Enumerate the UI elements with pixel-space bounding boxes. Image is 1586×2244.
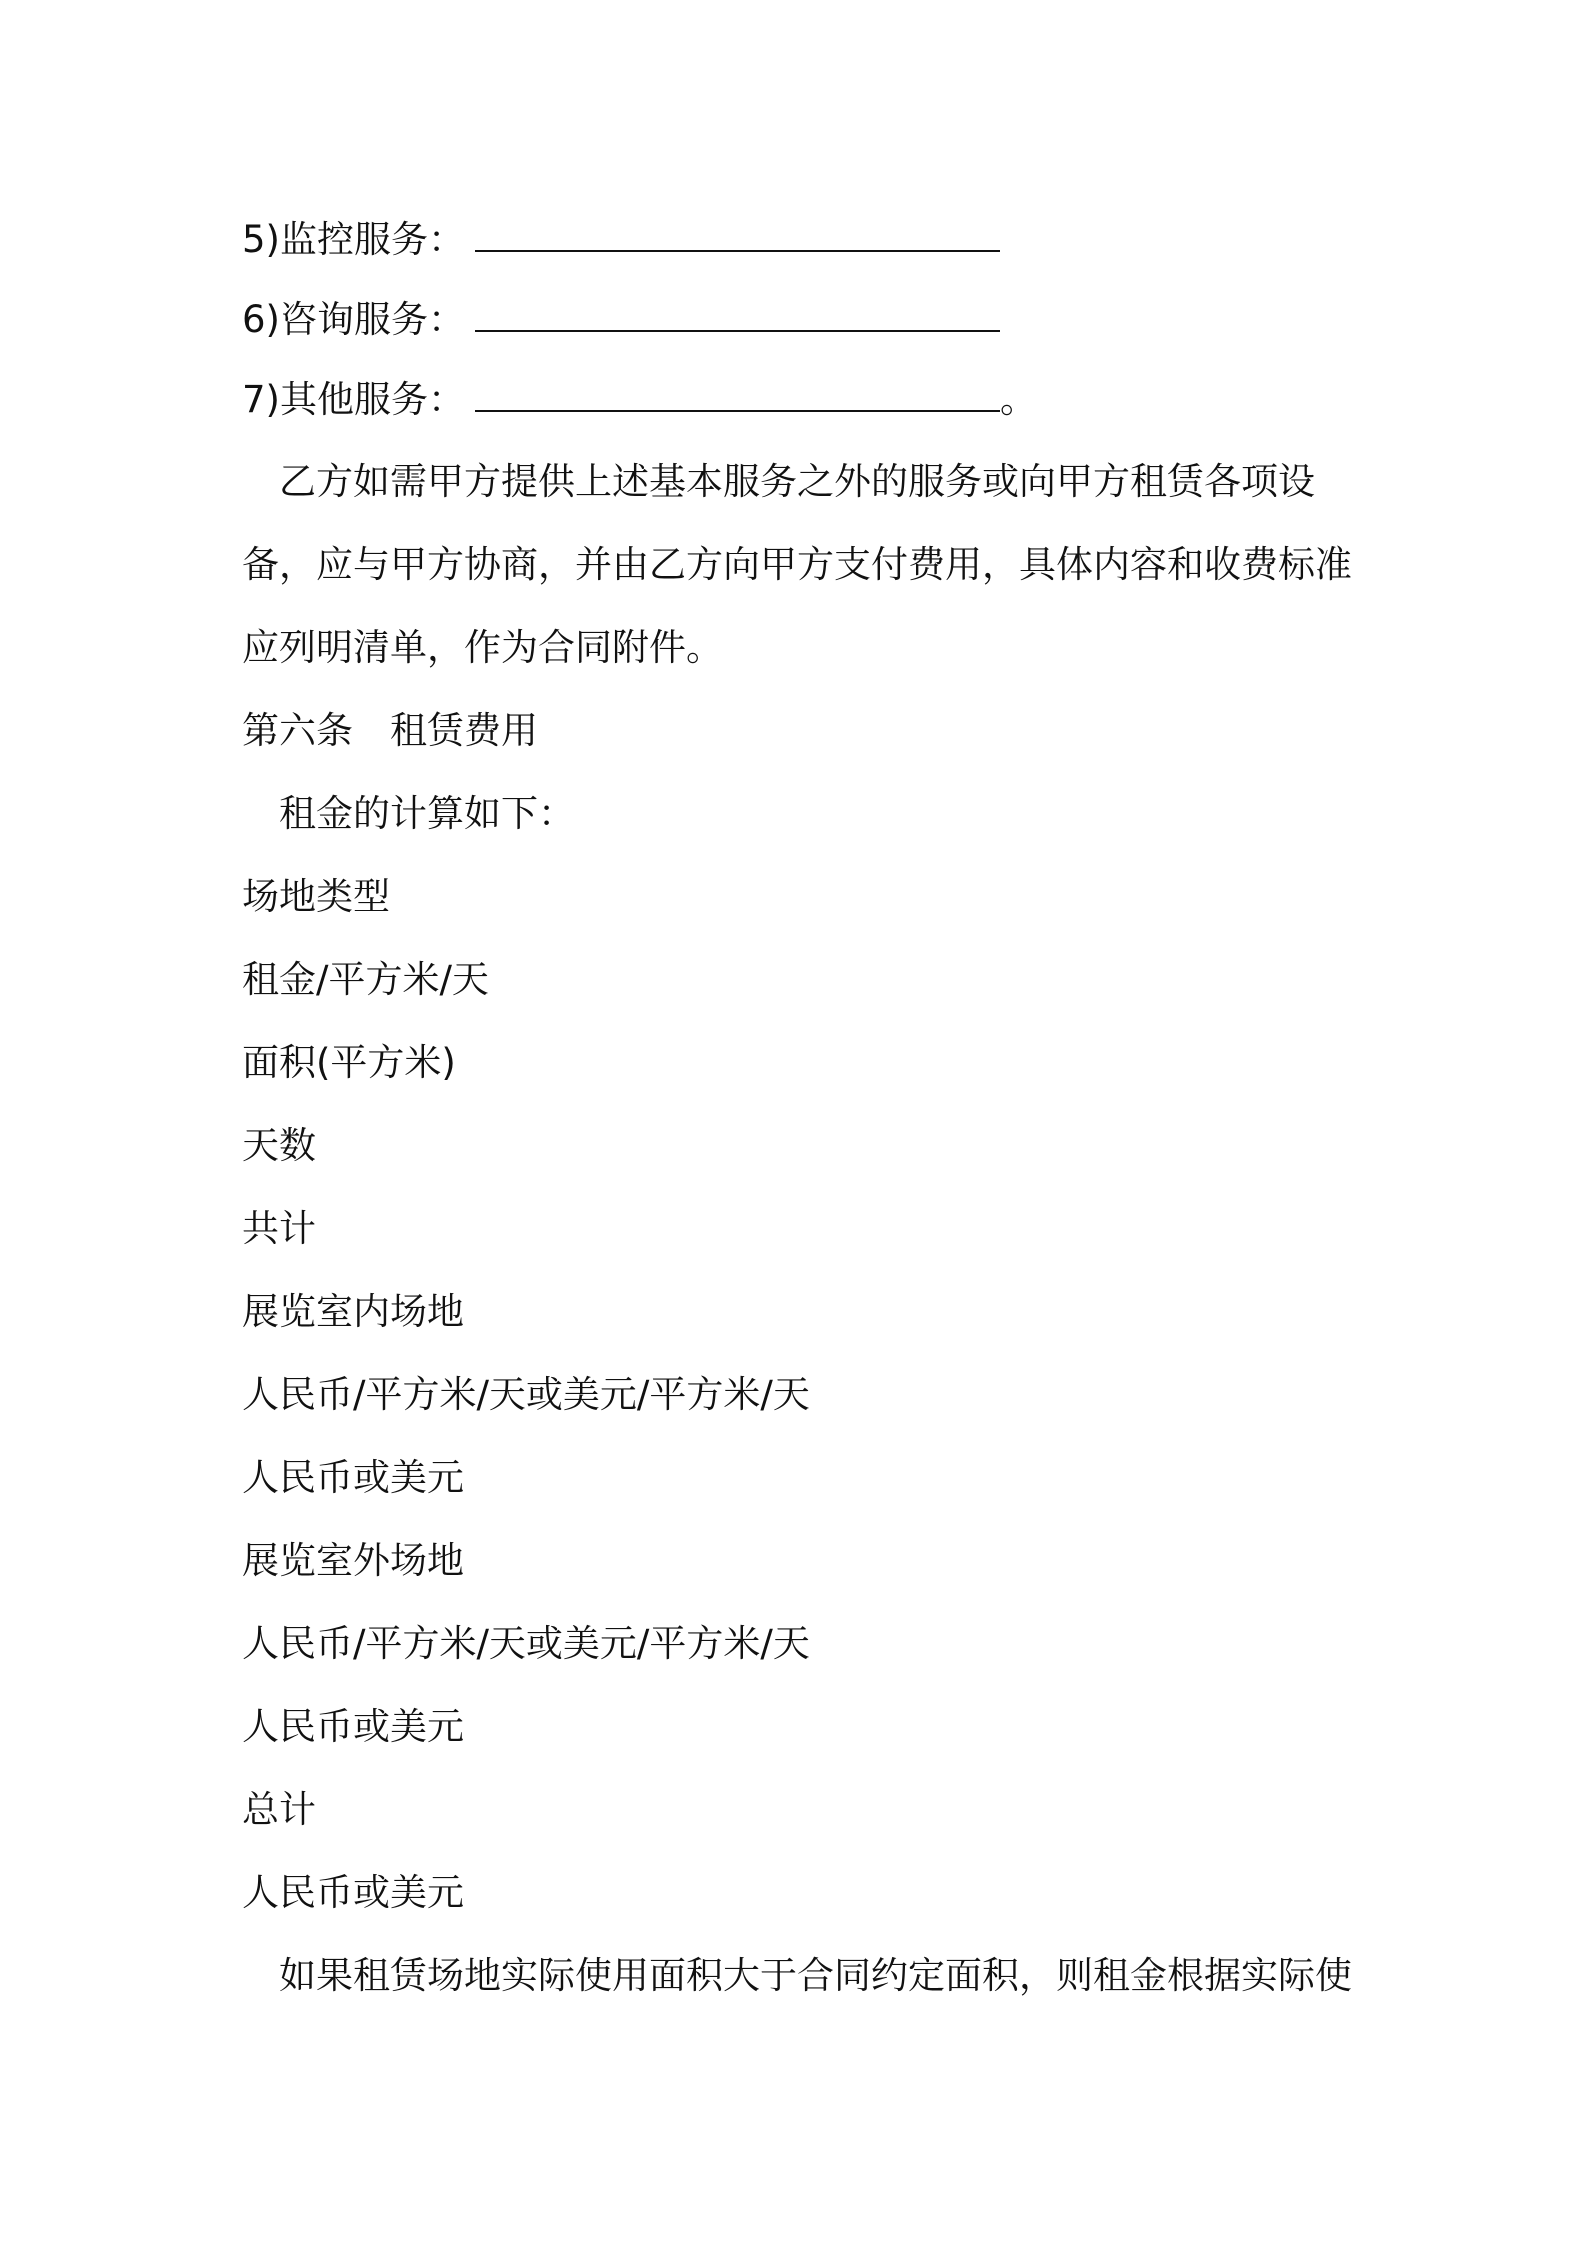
- paragraph-line: 乙方如需甲方提供上述基本服务之外的服务或向甲方租赁各项设: [279, 460, 1315, 503]
- table-cell-text: 场地类型: [242, 875, 390, 918]
- service-label: 5)监控服务：: [242, 218, 465, 261]
- service-line-monitoring: [242, 200, 1362, 280]
- table-cell-text: 人民币/平方米/天或美元/平方米/天: [242, 1622, 810, 1665]
- table-cell-text: 人民币/平方米/天或美元/平方米/天: [242, 1373, 810, 1416]
- table-cell-text: 人民币或美元: [242, 1871, 464, 1914]
- table-cell-text: 天数: [242, 1124, 316, 1167]
- closing-paragraph-line: 如果租赁场地实际使用面积大于合同约定面积，则租金根据实际使: [279, 1954, 1352, 1997]
- table-cell-text: 人民币或美元: [242, 1456, 464, 1499]
- fill-in-blank: [475, 380, 1000, 412]
- table-cell-text: 租金/平方米/天: [242, 958, 489, 1001]
- paragraph-line: 备，应与甲方协商，并由乙方向甲方支付费用，具体内容和收费标准: [242, 543, 1352, 586]
- table-cell-text: 展览室内场地: [242, 1290, 464, 1333]
- fill-in-blank: [475, 300, 1000, 332]
- line-end-punctuation: 。: [999, 378, 1037, 421]
- service-label: 6)咨询服务：: [242, 298, 465, 341]
- document-body: [242, 200, 1362, 2017]
- service-line-other: [242, 360, 1362, 440]
- fill-in-blank: [475, 220, 1000, 252]
- service-line-consulting: [242, 280, 1362, 360]
- table-cell-text: 面积(平方米): [242, 1041, 456, 1084]
- article-title: 租赁费用: [390, 709, 538, 752]
- table-cell-text: 共计: [242, 1207, 316, 1250]
- paragraph-line: 应列明清单，作为合同附件。: [242, 626, 723, 669]
- rent-intro: 租金的计算如下：: [279, 792, 575, 835]
- article-heading: [242, 689, 1362, 772]
- table-cell-text: 人民币或美元: [242, 1705, 464, 1748]
- article-number: 第六条: [242, 709, 353, 752]
- table-cell-text: 展览室外场地: [242, 1539, 464, 1582]
- table-cell-text: 总计: [242, 1788, 316, 1831]
- service-label: 7)其他服务：: [242, 378, 465, 421]
